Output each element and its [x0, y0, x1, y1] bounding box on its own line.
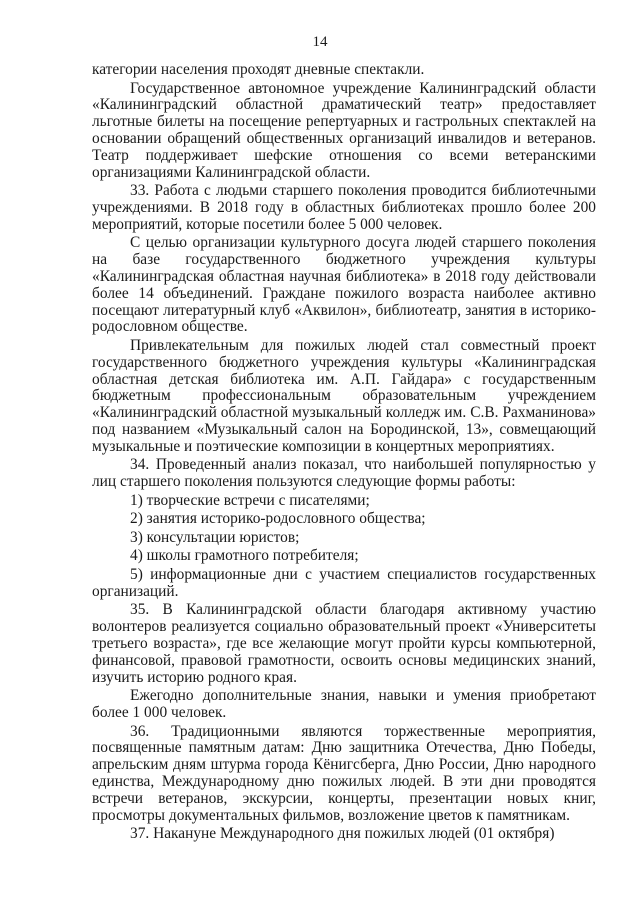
list-item: 1) творческие встречи с писателями;	[130, 491, 370, 509]
paragraph-children-library-project: Привлекательным для пожилых людей стал совместный проект государственного бюджетного учреждения культуры «Калининградская областная детская библиотека им. А.П. Гайдара» с государственным бюджетным профессиональным образовательным учреждением «Калининградский областной музыкальный колледж им. С.В. Рахманинова» под названием «Музыкальный салон на Бородинской, 13», совмещающий музыкальные и поэтические композиции в концертных мероприятиях.	[92, 336, 596, 455]
forms-of-work-list	[92, 493, 596, 601]
paragraph-annual-knowledge: Ежегодно дополнительные знания, навыки и умения приобретают более 1 000 человек.	[92, 687, 596, 722]
paragraph-36-ceremonial-events: 36. Традиционными являются торжественные мероприятия, посвященные памятным датам: Дню защитника Отечества, Дню Победы, апрельским дням штурма города Кёнигсберга, Дню России, Дню народного единства, Международному дню пожилых людей. В эти дни проводятся встречи ветеранов, экскурсии, концерты, презентации новых книг, просмотры документальных фильмов, возложение цветов к памятникам.	[92, 722, 596, 824]
list-item: 5) информационные дни с участием специалистов государственных организаций.	[92, 566, 596, 600]
document-body	[92, 62, 596, 845]
list-item: 2) занятия историко-родословного общества;	[130, 510, 426, 528]
paragraph-35-volunteers: 35. В Калининградской области благодаря активному участию волонтеров реализуется социально образовательный проект «Университеты третьего возраста», где все желающие могут пройти курсы компьютерной, финансовой, правовой грамотности, освоить основы медицинских знаний, изучить историю родного края.	[92, 601, 596, 686]
paragraph-drama-theatre: Государственное автономное учреждение Калининградский области «Калининградский областной драматический театр» предоставляет льготные билеты на посещение репертуарных и гастрольных спектаклей на основании обращений общественных организаций инвалидов и ветеранов. Театр поддерживает шефские отношения со всеми ветеранскими организациями Калининградской области.	[92, 79, 596, 181]
paragraph-37-elderly-day: 37. Накануне Международного дня пожилых людей (01 октября)	[130, 825, 555, 843]
paragraph-continuation: категории населения проходят дневные спектакли.	[92, 61, 425, 78]
list-item: 3) консультации юристов;	[130, 528, 300, 546]
paragraph-scientific-library: С целью организации культурного досуга людей старшего поколения на базе государственного бюджетного учреждения культуры «Калининградская областная научная библиотека» в 2018 году действовали более 14 объединений. Граждане пожилого возраста наиболее активно посещают литературный клуб «Аквилон», библиотеатр, занятия в историко-родословном обществе.	[92, 234, 596, 336]
paragraph-33-libraries: 33. Работа с людьми старшего поколения проводится библиотечными учреждениями. В 2018 году в областных библиотеках прошло более 200 мероприятий, которые посетили более 5 000 человек.	[92, 182, 596, 233]
page-number: 14	[312, 34, 328, 50]
list-item: 4) школы грамотного потребителя;	[130, 547, 359, 565]
paragraph-34-analysis: 34. Проведенный анализ показал, что наибольшей популярностью у лиц старшего поколения пользуются следующие формы работы:	[92, 456, 596, 491]
